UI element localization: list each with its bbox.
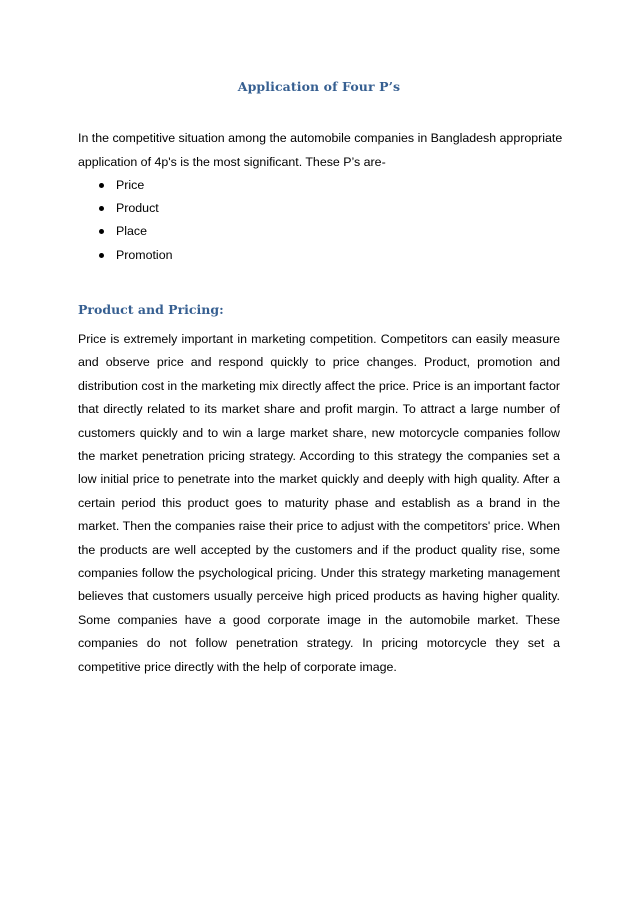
page-title: Application of Four P’s [237, 79, 401, 94]
list-item-place: Place [78, 220, 172, 243]
list-item-product: Product [78, 197, 172, 220]
product-pricing-paragraph: Price is extremely important in marketing competition. Competitors can easily measure and observe price and respond quickly to price changes. Product, promotion and distribution cost in the marketing mix directly affect the price. Price is an important factor that directly related to its market share and profit margin. To attract a large number of customers quickly and to win a large market share, new motorcycle companies follow the market penetration pricing strategy. According to this strategy the companies set a low initial price to penetrate into the market quickly and deeply with high quality. After a certain period this product goes to maturity phase and establish as a brand in the market. Then the companies raise their price to adjust with the competitors' price. When the products are well accepted by the customers and if the product quality rise, some companies follow the psychological pricing. Under this strategy marketing management believes that customers usually perceive high priced products as having higher quality. Some companies have a good corporate image in the automobile market. These companies do not follow penetration strategy. In pricing motorcycle they set a competitive price directly with the help of corporate image. [78, 332, 560, 674]
intro-paragraph: In the competitive situation among the automobile companies in Bangladesh appropriate application of 4p's is the most significant. These P’s are- [78, 131, 563, 169]
section-heading-product-pricing: Product and Pricing: [78, 302, 224, 317]
list-item-price: Price [78, 174, 172, 197]
list-item-promotion: Promotion [78, 244, 172, 267]
four-ps-list [78, 174, 172, 267]
